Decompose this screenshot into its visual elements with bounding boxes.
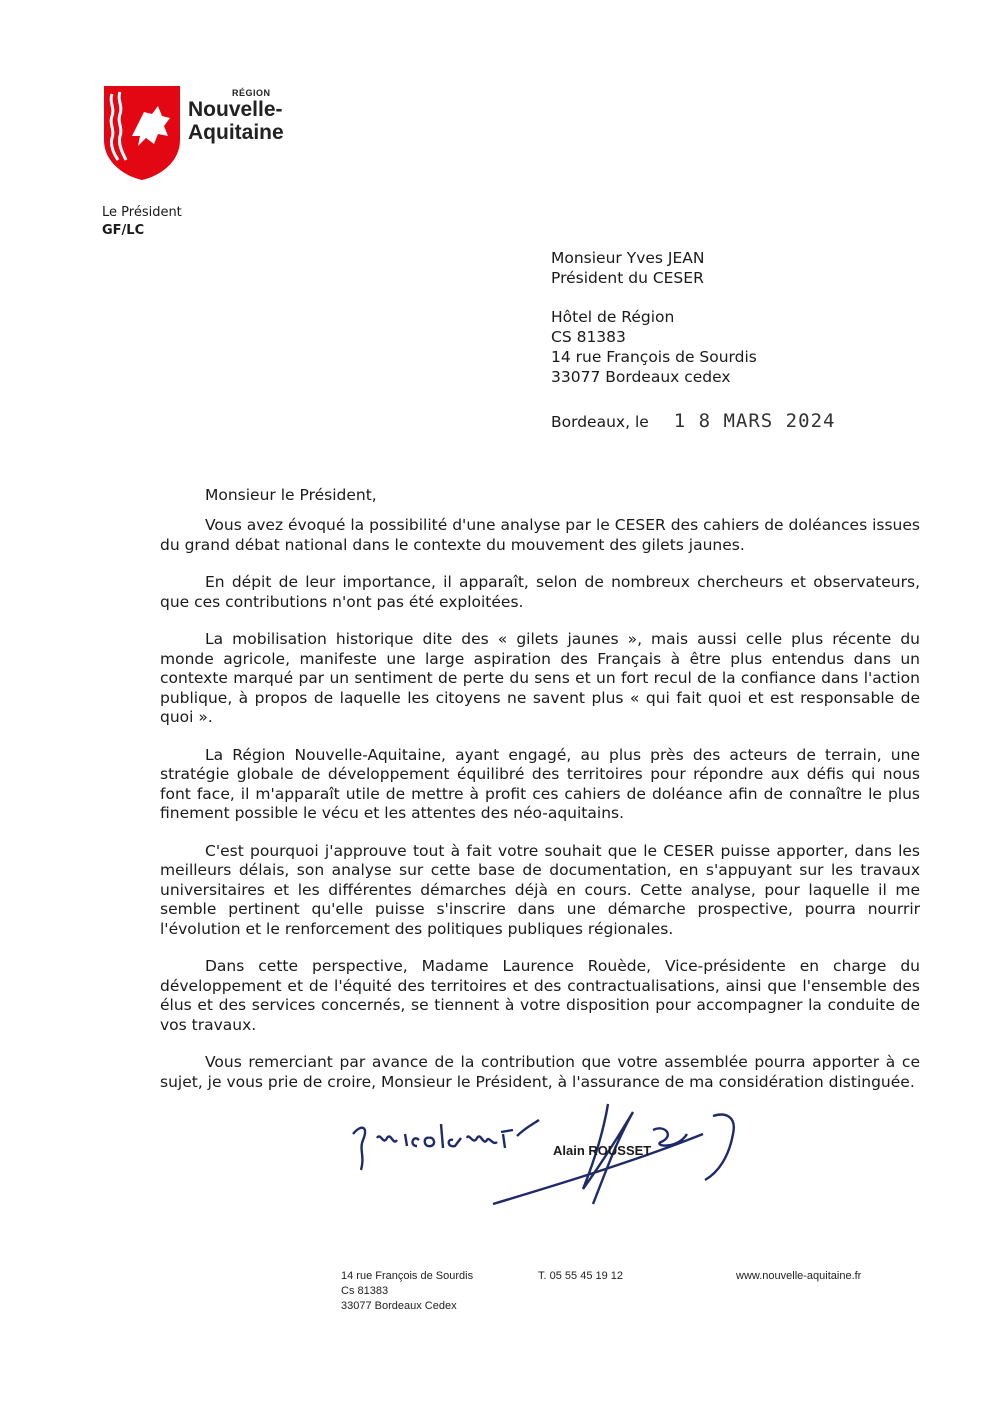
salutation: Monsieur le Président, <box>205 486 377 504</box>
body-paragraph: Vous remerciant par avance de la contribution que votre assemblée pourra apporter à ce sujet, je vous prie de croire, Monsieur le Président, à l'assurance de ma considération distinguée. <box>160 1053 920 1091</box>
signer-name: Alain ROUSSET <box>553 1143 652 1158</box>
letter-body <box>160 516 920 1110</box>
footer-address-line: 14 rue François de Sourdis <box>341 1270 474 1282</box>
recipient-role: Président du CESER <box>551 269 704 287</box>
body-paragraph: En dépit de leur importance, il apparaît, selon de nombreux chercheurs et observateurs, que ces contributions n'ont pas été exploitées. <box>160 573 920 611</box>
footer-website-link[interactable]: www.nouvelle-aquitaine.fr <box>736 1270 862 1282</box>
footer-address-line: 33077 Bordeaux Cedex <box>341 1300 457 1312</box>
date-stamp: 1 8 MARS 2024 <box>673 410 836 432</box>
sender-reference: GF/LC <box>102 223 145 238</box>
handwritten-signature <box>343 1094 763 1224</box>
date-line <box>551 410 835 432</box>
footer-address <box>341 1269 473 1314</box>
recipient-block <box>551 248 757 387</box>
logo-name-line2: Aquitaine <box>188 121 284 144</box>
recipient-address-line: 14 rue François de Sourdis <box>551 348 757 366</box>
signature-block <box>343 1094 763 1224</box>
footer-phone: T. 05 55 45 19 12 <box>538 1270 624 1282</box>
body-paragraph: La Région Nouvelle-Aquitaine, ayant engagé, au plus près des acteurs de terrain, une stratégie globale de développement équilibré des territoires pour répondre aux défis qui nous font face, il m'apparaît utile de mettre à profit ces cahiers de doléance afin de connaître le plus finement possible le vécu et les attentes des néo-aquitains. <box>160 745 920 822</box>
sender-title: Le Président <box>102 205 182 220</box>
recipient-name: Monsieur Yves JEAN <box>551 249 705 267</box>
body-paragraph: C'est pourquoi j'approuve tout à fait votre souhait que le CESER puisse apporter, dans les meilleurs délais, son analyse sur cette base de documentation, en s'appuyant sur les travaux universitaires et les différentes démarches déjà en cours. Cette analyse, pour laquelle il me semble pertinent qu'elle puisse s'inscrire dans une démarche prospective, pourra nourrir l'évolution et le renforcement des politiques publiques régionales. <box>160 841 920 938</box>
sender-block <box>102 204 182 240</box>
logo-region-label: RÉGION <box>232 88 271 98</box>
body-paragraph: Dans cette perspective, Madame Laurence Rouède, Vice-présidente en charge du développement et de l'équité des territoires et des contractualisations, ainsi que l'ensemble des élus et des services concernés, se tiennent à votre disposition pour accompagner la conduite de vos travaux. <box>160 957 920 1034</box>
body-paragraph: Vous avez évoqué la possibilité d'une analyse par le CESER des cahiers de doléances issues du grand débat national dans le contexte du mouvement des gilets jaunes. <box>160 516 920 554</box>
region-shield-icon <box>100 82 184 182</box>
region-logo <box>100 82 320 186</box>
recipient-address-line: Hôtel de Région <box>551 308 675 326</box>
logo-name-line1: Nouvelle- <box>188 98 283 121</box>
date-prefix: Bordeaux, le <box>551 413 649 431</box>
footer-address-line: Cs 81383 <box>341 1285 389 1297</box>
recipient-address-line: CS 81383 <box>551 328 626 346</box>
body-paragraph: La mobilisation historique dite des « gilets jaunes », mais aussi celle plus récente du monde agricole, manifeste une large aspiration des Français à être plus entendus dans un contexte marqué par un sentiment de perte du sens et un fort recul de la confiance dans l'action publique, à propos de laquelle les citoyens ne savent plus « qui fait quoi et est responsable de quoi ». <box>160 630 920 726</box>
recipient-address-line: 33077 Bordeaux cedex <box>551 368 731 386</box>
